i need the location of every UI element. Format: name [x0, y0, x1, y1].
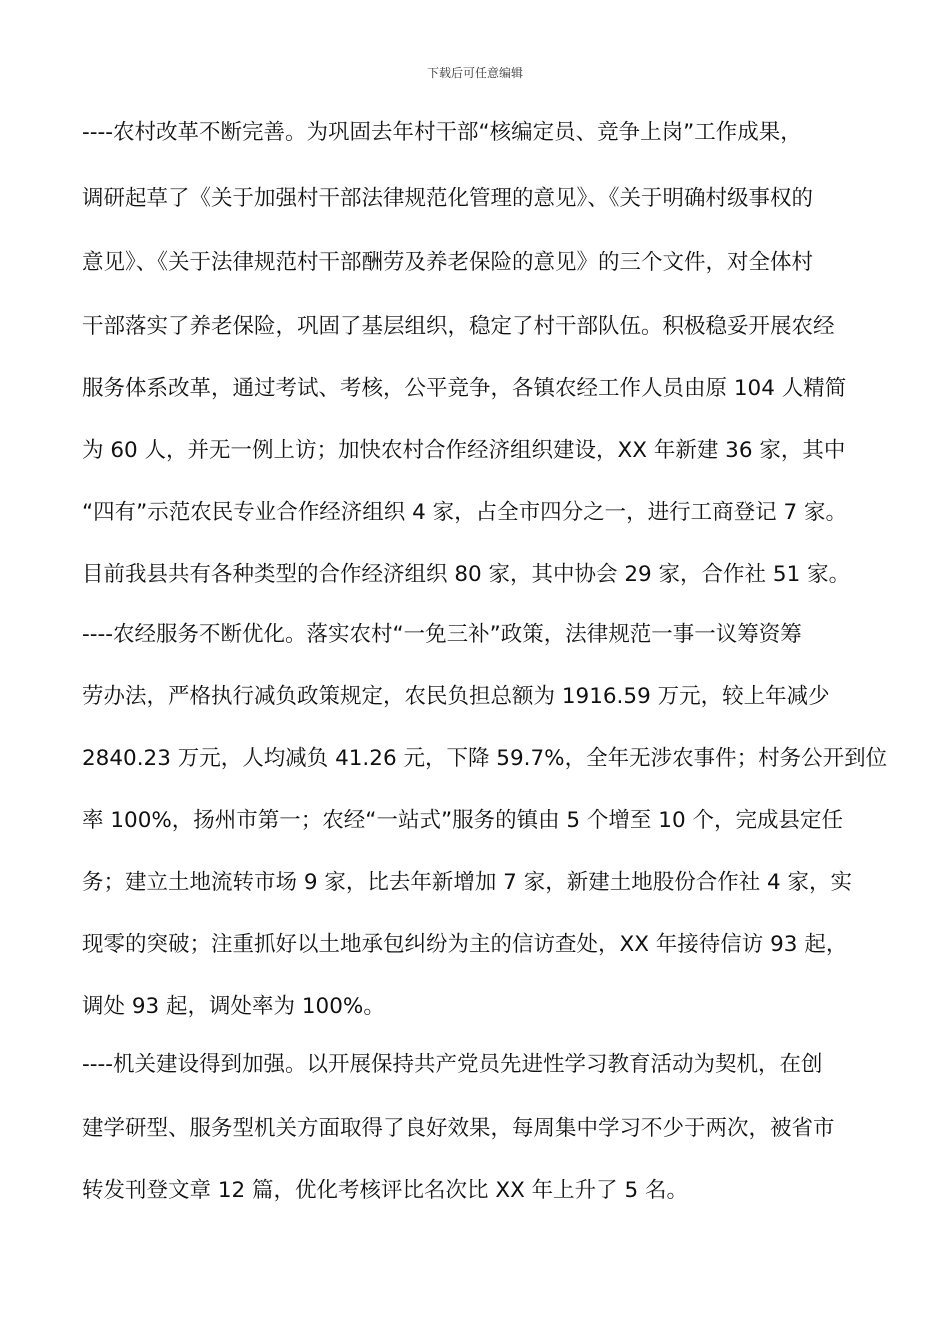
- paragraph-line: 务；建立土地流转市场 9 家，比去年新增加 7 家，新建土地股份合作社 4 家，实: [82, 870, 853, 895]
- paragraph-line: 率 100%，扬州市第一；农经“一站式”服务的镇由 5 个增至 10 个，完成县定任: [82, 808, 843, 833]
- paragraph-line: 转发刊登文章 12 篇，优化考核评比名次比 XX 年上升了 5 名。: [82, 1178, 689, 1203]
- paragraph-line: 建学研型、服务型机关方面取得了良好效果，每周集中学习不少于两次，被省市: [82, 1116, 835, 1141]
- paragraph-line: 目前我县共有各种类型的合作经济组织 80 家，其中协会 29 家，合作社 51 家。: [82, 562, 851, 587]
- paragraph-line: 干部落实了养老保险，巩固了基层组织，稳定了村干部队伍。积极稳妥开展农经: [82, 314, 835, 339]
- paragraph-line: 劳办法，严格执行减负政策规定，农民负担总额为 1916.59 万元，较上年减少: [82, 684, 830, 709]
- paragraph-line: ----农村改革不断完善。为巩固去年村干部“核编定员、竞争上岗”工作成果，: [82, 120, 802, 145]
- paragraph-line: 服务体系改革，通过考试、考核，公平竞争，各镇农经工作人员由原 104 人精简: [82, 376, 847, 401]
- paragraph-line: 调研起草了《关于加强村干部法律规范化管理的意见》、《关于明确村级事权的: [82, 186, 814, 211]
- paragraph-line: “四有”示范农民专业合作经济组织 4 家，占全市四分之一，进行工商登记 7 家。: [82, 500, 847, 525]
- paragraph-line: 调处 93 起，调处率为 100%。: [82, 994, 385, 1019]
- paragraph-line: ----机关建设得到加强。以开展保持共产党员先进性学习教育活动为契机，在创: [82, 1052, 823, 1077]
- page-header: 下载后可任意编辑: [426, 66, 523, 80]
- paragraph-line: 现零的突破；注重抓好以土地承包纠纷为主的信访查处，XX 年接待信访 93 起，: [82, 932, 848, 957]
- paragraph-line: 意见》、《关于法律规范村干部酬劳及养老保险的意见》的三个文件，对全体村: [82, 250, 814, 275]
- paragraph-line: 2840.23 万元，人均减负 41.26 元，下降 59.7%，全年无涉农事件；村务公开到位: [82, 746, 888, 771]
- paragraph-line: ----农经服务不断优化。落实农村“一免三补”政策，法律规范一事一议筹资筹: [82, 622, 802, 647]
- paragraph-line: 为 60 人，并无一例上访；加快农村合作经济组织建设，XX 年新建 36 家，其中: [82, 438, 846, 463]
